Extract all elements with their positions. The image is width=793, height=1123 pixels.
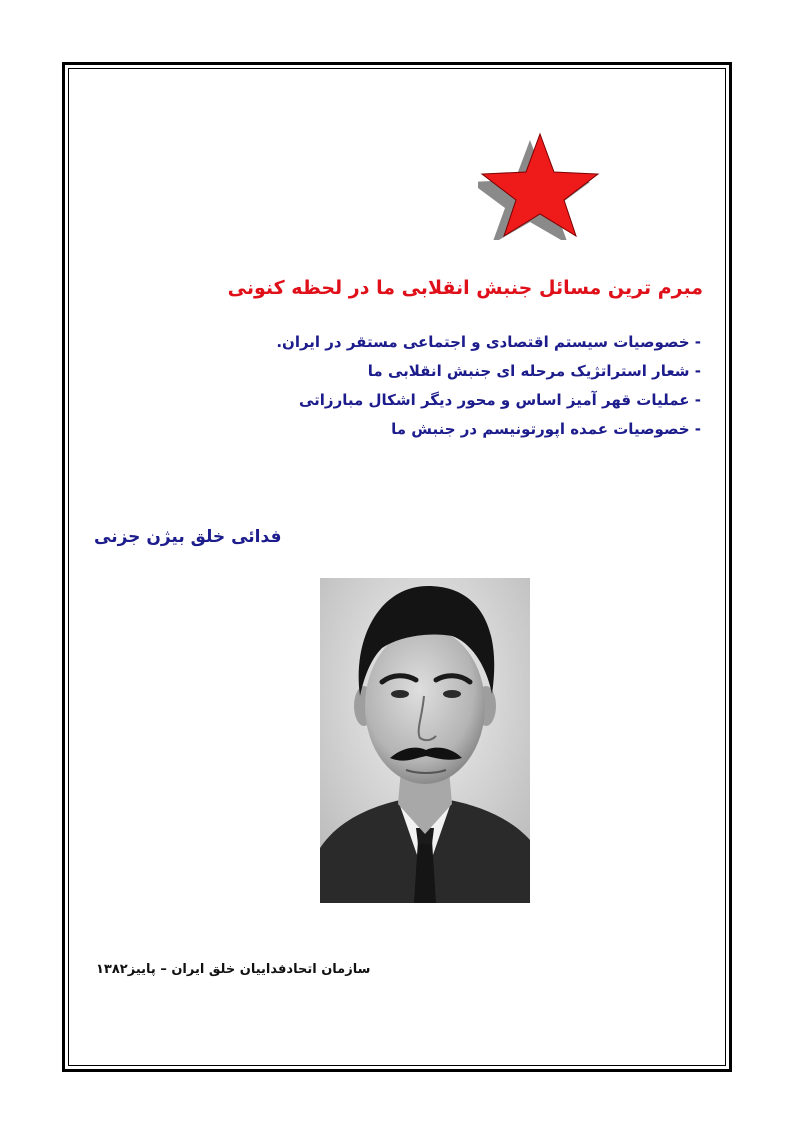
author-name: فدائی خلق بیژن جزنی: [94, 527, 282, 547]
topic-item: - خصوصیات سیستم اقتصادی و اجتماعی مستقر در ایران.: [276, 333, 701, 351]
page-border-inner: [68, 68, 726, 1066]
topic-item: - شعار استراتژیک مرحله ای جنبش انقلابی ما: [367, 362, 701, 380]
topic-item: - خصوصیات عمده اپورتونیسم در جنبش ما: [391, 420, 701, 438]
topics-list: [181, 328, 701, 444]
red-star-icon: [478, 128, 606, 240]
portrait-photo: [320, 578, 530, 903]
document-title: مبرم ترین مسائل جنبش انقلابی ما در لحظه کنونی: [227, 277, 703, 299]
topic-item: - عملیات قهر آمیز اساس و محور دیگر اشکال مبارزاتی: [298, 391, 701, 409]
publisher-footer: سازمان اتحادفداییان خلق ایران – پاییز۱۳۸۲: [96, 962, 371, 977]
